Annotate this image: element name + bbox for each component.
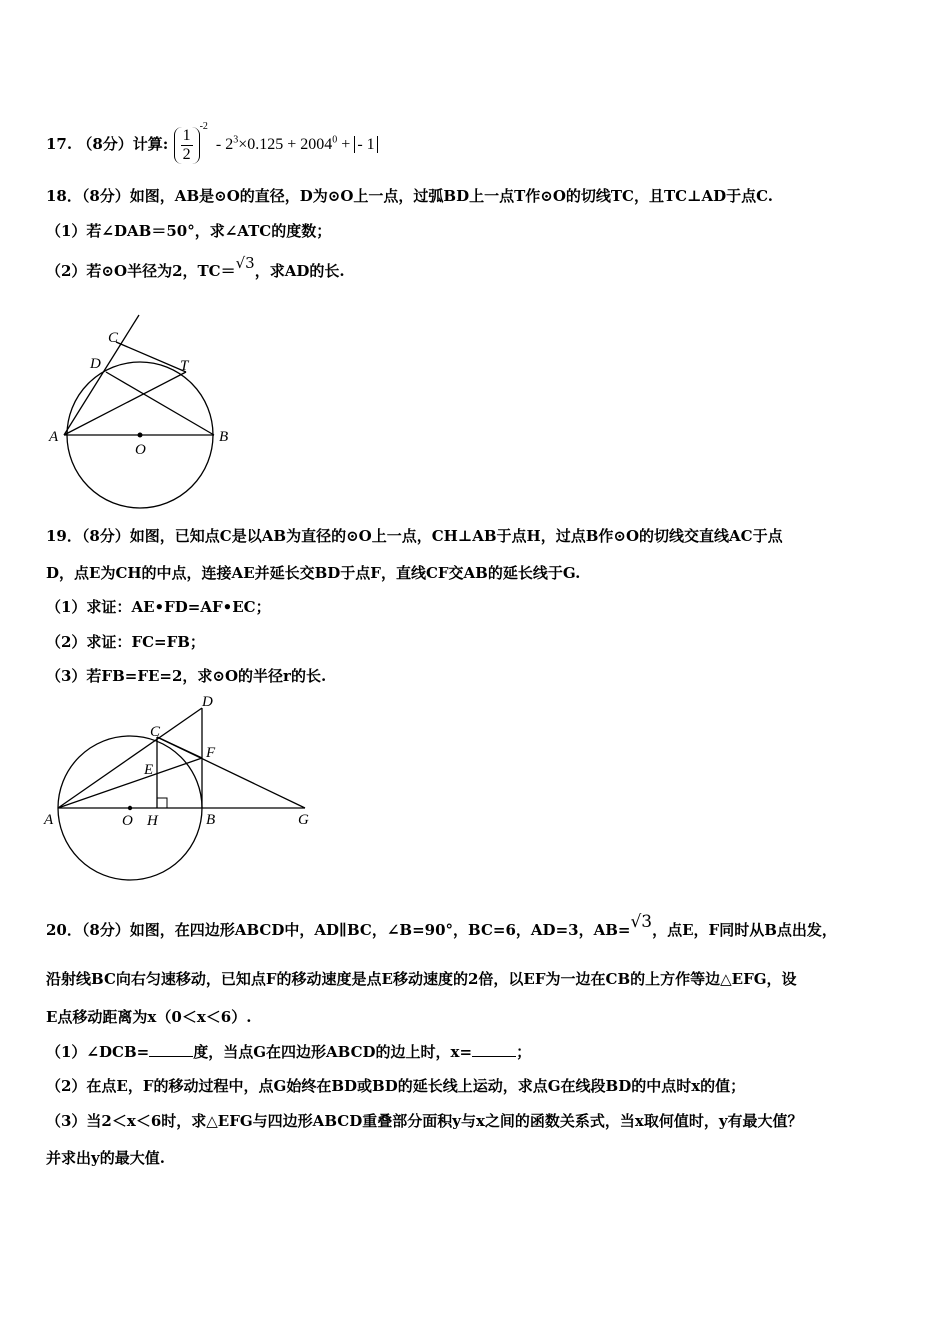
q20-blank-angle[interactable] bbox=[149, 1042, 193, 1057]
q20-stem-pre: 20．（8分）如图，在四边形ABCD中，AD∥BC，∠B=90°，BC=6，AD=3，AB= bbox=[46, 921, 631, 939]
q18-line-db bbox=[106, 372, 214, 435]
q18-line-at bbox=[64, 372, 186, 435]
q20-part1 bbox=[46, 1042, 531, 1062]
q20-part1-b: 度，当点G在四边形ABCD的边上时，x= bbox=[193, 1043, 473, 1061]
q19-label-f: F bbox=[206, 745, 216, 761]
q19-label-a: A bbox=[44, 812, 54, 828]
q18-label-c: C bbox=[108, 330, 119, 346]
q17-fraction bbox=[174, 127, 200, 164]
q20-stem-post: ，点E，F同时从B点出发， bbox=[652, 921, 837, 939]
q20-part1-c: ； bbox=[516, 1043, 532, 1061]
q20-sqrt3: √3 bbox=[630, 912, 653, 932]
q17-times: ×0.125 + 2004 bbox=[238, 136, 333, 154]
q19-center-dot bbox=[128, 806, 132, 810]
q19-part1: （1）求证：AE•FD=AF•EC； bbox=[46, 598, 271, 616]
q18-line-ct bbox=[116, 342, 186, 372]
q19-label-e: E bbox=[144, 762, 154, 778]
q19-part3: （3）若FB=FE=2，求⊙O的半径r的长. bbox=[46, 667, 327, 685]
q20-line3: E点移动距离为x（0＜x＜6）. bbox=[46, 1008, 252, 1026]
q18-part2 bbox=[46, 254, 345, 281]
q17-number: 17. bbox=[46, 135, 73, 154]
q18-line-ac bbox=[64, 315, 139, 435]
q17-exp1: -2 bbox=[199, 120, 208, 132]
q20-blank-x[interactable] bbox=[472, 1042, 516, 1057]
q18-label-a: A bbox=[49, 429, 59, 445]
q20-part2: （2）在点E，F的移动过程中，点G始终在BD或BD的延长线上运动，求点G在线段BD的中点时x的值； bbox=[46, 1077, 746, 1095]
q19-label-g: G bbox=[298, 812, 309, 828]
q17-line bbox=[46, 120, 378, 164]
q19-stem-line1: 19．（8分）如图，已知点C是以AB为直径的⊙O上一点，CH⊥AB于点H，过点B作⊙O的切线交直线AC于点 bbox=[46, 527, 783, 545]
q20-stem bbox=[46, 912, 837, 940]
q18-sqrt3: √3 bbox=[235, 254, 255, 272]
q19-stem-line2: D，点E为CH的中点，连接AE并延长交BD于点F，直线CF交AB的延长线于G. bbox=[46, 564, 581, 582]
q18-stem: 18．（8分）如图，AB是⊙O的直径，D为⊙O上一点，过弧BD上一点T作⊙O的切线TC，且TC⊥AD于点C. bbox=[46, 187, 774, 205]
q19-line-ad bbox=[58, 708, 202, 808]
q19-label-d: D bbox=[202, 694, 213, 710]
q20-part1-a: （1）∠DCB= bbox=[46, 1043, 150, 1061]
q18-label-b: B bbox=[219, 429, 229, 445]
q19-part2: （2）求证：FC=FB； bbox=[46, 633, 205, 651]
q17-base2: 2 bbox=[225, 136, 234, 154]
q19-label-h: H bbox=[147, 813, 158, 829]
q19-label-b: B bbox=[206, 812, 216, 828]
q20-part3-b: 并求出y的最大值. bbox=[46, 1149, 165, 1167]
q17-minus: - bbox=[215, 136, 222, 154]
q18-center-dot bbox=[138, 433, 143, 438]
q17-frac-den: 2 bbox=[182, 146, 191, 163]
q17-abs: - 1 bbox=[354, 136, 377, 153]
q18-figure bbox=[44, 310, 244, 510]
q17-plus: + bbox=[341, 136, 351, 154]
q18-part1: （1）若∠DAB＝50°，求∠ATC的度数； bbox=[46, 222, 332, 240]
q18-label-d: D bbox=[90, 356, 101, 372]
q19-figure bbox=[40, 690, 330, 890]
q17-exp3: 0 bbox=[332, 134, 338, 146]
q19-label-c: C bbox=[150, 724, 161, 740]
q17-expression bbox=[174, 120, 378, 163]
q20-line2: 沿射线BC向右匀速移动，已知点F的移动速度是点E移动速度的2倍，以EF为一边在CB的上方作等边△EFG，设 bbox=[46, 970, 797, 988]
q17-exp2: 3 bbox=[233, 134, 239, 146]
q18-label-o: O bbox=[135, 442, 146, 458]
q19-right-angle-mark bbox=[157, 798, 167, 808]
q18-label-t: T bbox=[180, 358, 189, 374]
q17-score: （8分）计算: bbox=[77, 135, 169, 154]
q18-part2-post: ，求AD的长. bbox=[254, 262, 345, 280]
q17-frac-num: 1 bbox=[182, 127, 191, 144]
q19-label-o: O bbox=[122, 813, 133, 829]
q19-line-af bbox=[58, 758, 202, 808]
q18-part2-pre: （2）若⊙O半径为2，TC＝ bbox=[46, 262, 236, 280]
q20-part3: （3）当2＜x＜6时，求△EFG与四边形ABCD重叠部分面积y与x之间的函数关系式，当x取何值时，y有最大值？ bbox=[46, 1112, 803, 1130]
